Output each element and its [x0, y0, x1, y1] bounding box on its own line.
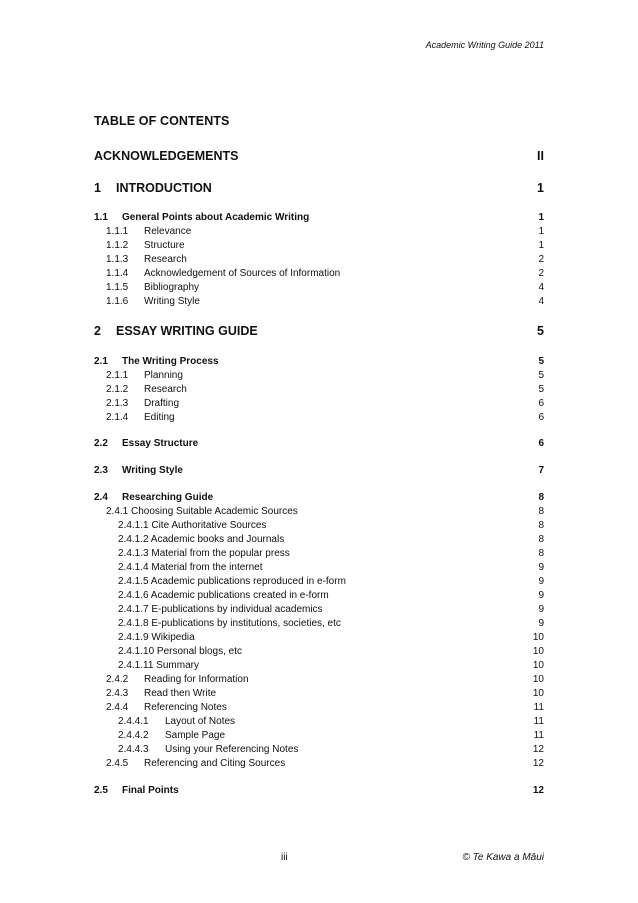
- toc-entry-number: 2.1.2: [106, 384, 129, 395]
- toc-entry[interactable]: [94, 355, 544, 369]
- toc-entry[interactable]: [94, 239, 544, 253]
- toc-entry[interactable]: [94, 617, 544, 631]
- toc-entry-page: 10: [532, 688, 544, 699]
- toc-entry-number: 1.1.4: [106, 268, 129, 279]
- toc-entry-title: 2.4.1.7 E-publications by individual academics: [118, 604, 323, 615]
- toc-entry-title: 2.4.1.9 Wikipedia: [118, 632, 195, 643]
- toc-entry[interactable]: [94, 295, 544, 309]
- toc-entry-title: Relevance: [144, 226, 192, 237]
- toc-entry-page: 1: [538, 226, 544, 237]
- toc-entry[interactable]: [94, 533, 544, 547]
- toc-entry[interactable]: [94, 464, 544, 478]
- toc-entry-number: 2.4.4.3: [118, 744, 149, 755]
- toc-entry-page: 9: [538, 576, 544, 587]
- toc-entry-number: 2.3: [94, 465, 108, 476]
- toc-entry-number: 2.1: [94, 356, 108, 367]
- toc-entry[interactable]: [94, 225, 544, 239]
- toc-entry[interactable]: [94, 437, 544, 451]
- toc-entry[interactable]: [94, 519, 544, 533]
- toc-title: TABLE OF CONTENTS: [94, 114, 230, 128]
- toc-entry-number: 2.4.3: [106, 688, 129, 699]
- toc-entry-title: 2.4.1.11 Summary: [118, 660, 199, 671]
- toc-entry-page: 2: [538, 254, 544, 265]
- toc-entry-title: 2.4.1.6 Academic publications created in e-form: [118, 590, 329, 601]
- toc-entry[interactable]: [94, 411, 544, 425]
- toc-entry-number: 2.5: [94, 785, 108, 796]
- toc-entry-title: Planning: [144, 370, 183, 381]
- toc-entry-page: 8: [538, 548, 544, 559]
- toc-entry-number: 2.4.4.2: [118, 730, 149, 741]
- toc-entry-number: 1.1.1: [106, 226, 129, 237]
- toc-entry-title: ESSAY WRITING GUIDE: [116, 324, 258, 338]
- toc-entry-page: 4: [538, 282, 544, 293]
- toc-entry-title: Researching Guide: [122, 492, 214, 503]
- toc-entry-page: 12: [532, 785, 544, 796]
- toc-entry-title: 2.4.1.4 Material from the internet: [118, 562, 263, 573]
- toc-entry-page: 5: [538, 356, 544, 367]
- toc-entry[interactable]: [94, 715, 544, 729]
- toc-entry-number: 2: [94, 324, 101, 338]
- toc-entry-title: 2.4.1.5 Academic publications reproduced in e-form: [118, 576, 346, 587]
- toc-entry-number: 1.1.2: [106, 240, 129, 251]
- toc-entry-title: 2.4.1.10 Personal blogs, etc: [118, 646, 242, 657]
- toc-entry[interactable]: [94, 383, 544, 397]
- toc-entry-number: 2.4: [94, 492, 108, 503]
- toc-entry[interactable]: [94, 729, 544, 743]
- toc-entry-page: 8: [538, 506, 544, 517]
- page-number: iii: [281, 852, 288, 863]
- toc-entry[interactable]: [94, 211, 544, 225]
- toc-entry-page: 11: [533, 730, 544, 741]
- toc-entry[interactable]: [94, 369, 544, 383]
- toc-entry-page: 9: [538, 562, 544, 573]
- toc-entry[interactable]: [94, 180, 544, 197]
- toc-entry-page: 11: [533, 716, 544, 727]
- toc-entry-number: 1: [94, 181, 101, 195]
- toc-entry[interactable]: [94, 631, 544, 645]
- copyright-notice: © Te Kawa a Māui: [462, 852, 544, 863]
- toc-entry-title: Research: [144, 384, 187, 395]
- toc-entry[interactable]: [94, 547, 544, 561]
- toc-entry-title: Research: [144, 254, 187, 265]
- toc-entry-title: Editing: [144, 412, 175, 423]
- toc-entry-number: 2.1.4: [106, 412, 129, 423]
- toc-entry-title: Using your Referencing Notes: [165, 744, 299, 755]
- toc-entry-page: 7: [538, 465, 544, 476]
- toc-entry-page: 1: [538, 212, 544, 223]
- toc-entry-title: 2.4.1.2 Academic books and Journals: [118, 534, 285, 545]
- toc-entry-page: 9: [538, 604, 544, 615]
- toc-entry[interactable]: [94, 673, 544, 687]
- toc-entry[interactable]: [94, 701, 544, 715]
- toc-entry-page: 5: [537, 324, 544, 338]
- toc-entry-title: 2.4.1.8 E-publications by institutions, societies, etc: [118, 618, 341, 629]
- toc-entry-page: 10: [532, 632, 544, 643]
- toc-entry-title: Writing Style: [144, 296, 200, 307]
- toc-entry-title: Referencing and Citing Sources: [144, 758, 286, 769]
- toc-entry[interactable]: [94, 505, 544, 519]
- toc-entry-title: 2.4.1.3 Material from the popular press: [118, 548, 290, 559]
- toc-entry-number: 2.2: [94, 438, 108, 449]
- toc-entry-number: 2.1.3: [106, 398, 129, 409]
- toc-entry-title: Layout of Notes: [165, 716, 236, 727]
- toc-entry[interactable]: [94, 603, 544, 617]
- toc-entry-title: Structure: [144, 240, 185, 251]
- toc-entry-page: 11: [533, 702, 544, 713]
- toc-entry-page: 10: [532, 646, 544, 657]
- toc-entry-title: Bibliography: [144, 282, 200, 293]
- toc-entry-number: 2.4.2: [106, 674, 129, 685]
- toc-entry-number: 2.1.1: [106, 370, 129, 381]
- toc-entry-page: 6: [538, 398, 544, 409]
- toc-entry-page: 2: [538, 268, 544, 279]
- toc-entry-title: 2.4.1.1 Cite Authoritative Sources: [118, 520, 267, 531]
- toc-entry-title: Sample Page: [165, 730, 226, 741]
- toc-entry-title: 2.4.1 Choosing Suitable Academic Sources: [106, 506, 298, 517]
- toc-entry[interactable]: [94, 397, 544, 411]
- toc-entry-page: 8: [538, 534, 544, 545]
- toc-entry-page: 5: [538, 370, 544, 381]
- toc-entry-page: 1: [537, 181, 544, 195]
- toc-entry-page: 6: [538, 438, 544, 449]
- toc-entry-title: Essay Structure: [122, 438, 199, 449]
- toc-entry[interactable]: [94, 757, 544, 771]
- toc-entry-number: 2.4.4: [106, 702, 129, 713]
- toc-entry-page: 4: [538, 296, 544, 307]
- toc-entry-page: 10: [532, 674, 544, 685]
- toc-entry[interactable]: [94, 323, 544, 340]
- toc-entry[interactable]: [94, 659, 544, 673]
- toc-entry-title: Acknowledgement of Sources of Information: [144, 268, 341, 279]
- toc-entry[interactable]: [94, 267, 544, 281]
- toc-entry[interactable]: [94, 253, 544, 267]
- toc-entry-title: Final Points: [122, 785, 179, 796]
- toc-entry-title: The Writing Process: [122, 356, 219, 367]
- toc-entry-number: 1.1.5: [106, 282, 129, 293]
- toc-entry-page: 1: [538, 240, 544, 251]
- toc-entry-number: 1.1.6: [106, 296, 129, 307]
- toc-entry[interactable]: [94, 687, 544, 701]
- toc-entry-page: 8: [538, 520, 544, 531]
- toc-entry-title: Drafting: [144, 398, 180, 409]
- toc-entry[interactable]: [94, 784, 544, 798]
- toc-entry[interactable]: [94, 645, 544, 659]
- toc-entry-page: 5: [538, 384, 544, 395]
- toc-entry-title: Reading for Information: [144, 674, 249, 685]
- toc-entry-page: 12: [532, 758, 544, 769]
- toc-entry-number: 1.1.3: [106, 254, 129, 265]
- toc-entry-page: II: [537, 149, 544, 163]
- toc-entry[interactable]: [94, 589, 544, 603]
- toc-entry-title: Writing Style: [122, 465, 183, 476]
- toc-entry[interactable]: [94, 561, 544, 575]
- toc-entry-page: 12: [532, 744, 544, 755]
- toc-entry-title: INTRODUCTION: [116, 181, 212, 195]
- running-header: Academic Writing Guide 2011: [425, 40, 544, 50]
- toc-entry-title: Read then Write: [144, 688, 217, 699]
- toc-entry-page: 9: [538, 590, 544, 601]
- toc-entry-number: 1.1: [94, 212, 108, 223]
- toc-entry-page: 9: [538, 618, 544, 629]
- toc-entry-number: 2.4.4.1: [118, 716, 149, 727]
- toc-entry[interactable]: [94, 491, 544, 505]
- toc-entry[interactable]: [94, 575, 544, 589]
- toc-entry-title: ACKNOWLEDGEMENTS: [94, 149, 239, 163]
- toc-entry-title: General Points about Academic Writing: [122, 212, 310, 223]
- toc-entry-page: 8: [538, 492, 544, 503]
- toc-entry-title: Referencing Notes: [144, 702, 227, 713]
- toc-entry[interactable]: [94, 743, 544, 757]
- toc-entry-number: 2.4.5: [106, 758, 129, 769]
- toc-entry-page: 10: [532, 660, 544, 671]
- toc-entry-page: 6: [538, 412, 544, 423]
- toc-entry[interactable]: [94, 148, 544, 165]
- toc-entry[interactable]: [94, 281, 544, 295]
